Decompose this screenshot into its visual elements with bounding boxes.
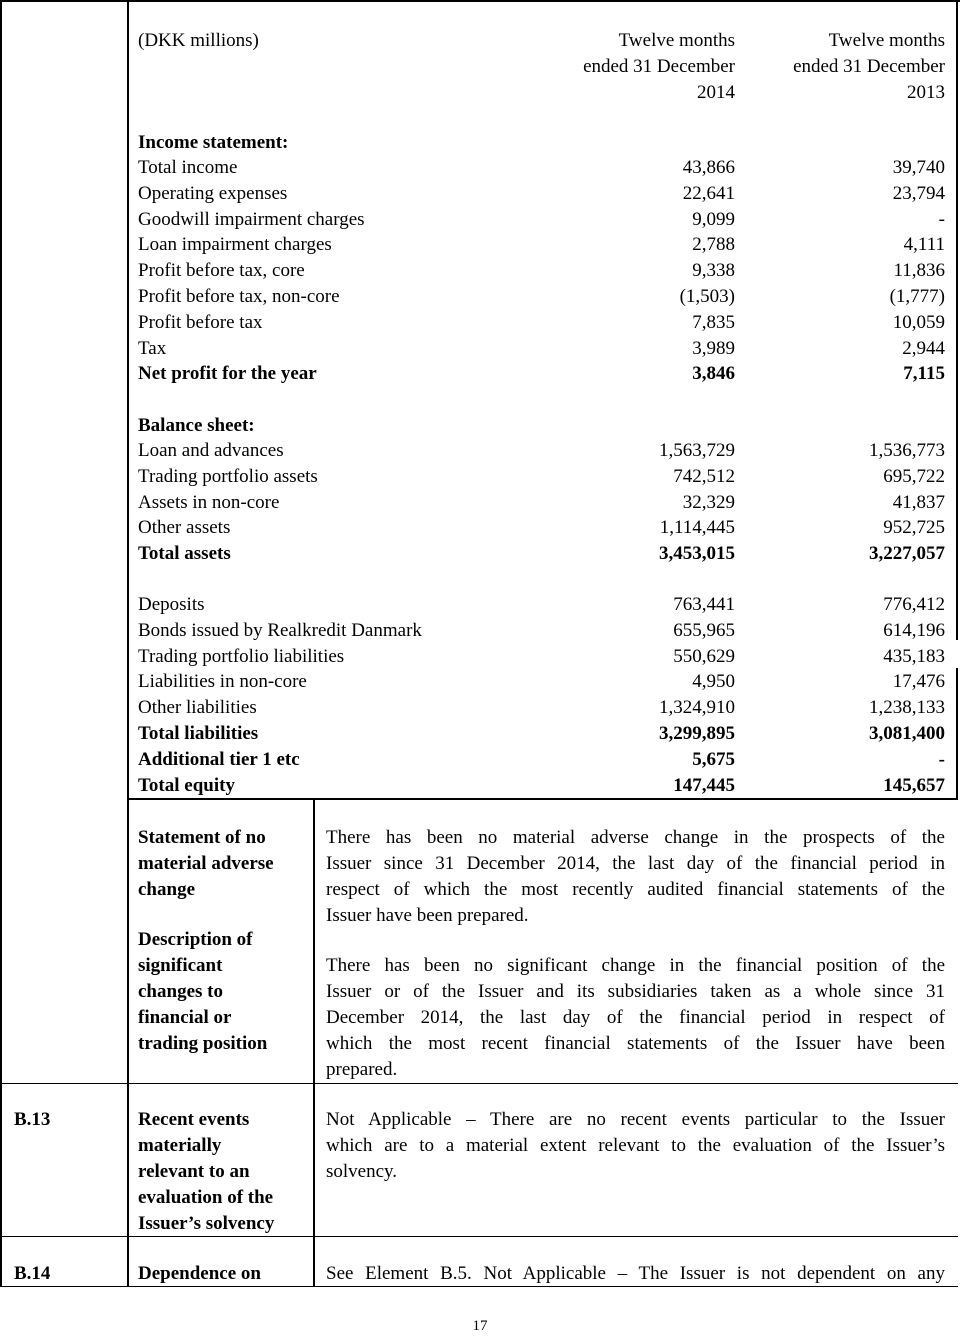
col-2014-header-line2: ended 31 December [583, 56, 735, 77]
value-2013: 11,836 [893, 260, 945, 282]
text-line: Description of [138, 929, 253, 950]
col-2014-header-year: 2014 [697, 82, 735, 103]
value-2014: 9,099 [692, 208, 735, 230]
text-line: material adverse [138, 853, 274, 874]
value-2014: 763,441 [673, 594, 735, 615]
label-column-line [127, 0, 129, 1287]
significant-changes-title [138, 927, 308, 1057]
text-line: trading position [138, 1033, 268, 1054]
value-2014: (1,503) [679, 286, 735, 307]
text-line: financial or [138, 1007, 232, 1028]
col-2013-header-line2: ended 31 December [793, 56, 945, 77]
text-line: evaluation of the [138, 1187, 274, 1208]
text-line: Recent events [138, 1109, 250, 1130]
value-2013: 17,476 [892, 671, 945, 693]
value-2013: 41,837 [892, 491, 945, 513]
value-2014: 32,329 [682, 491, 735, 513]
value-2014: 742,512 [673, 465, 735, 487]
value-2014: 3,453,015 [659, 543, 735, 565]
value-2013: 1,238,133 [869, 697, 945, 719]
text-line: December 2014, the last day of the financial period in respect of [326, 1007, 945, 1028]
row-label: Deposits [138, 594, 205, 615]
row-label: Profit before tax, core [138, 260, 305, 282]
text-line: which the most recent financial statements of the Issuer have been [326, 1033, 945, 1054]
value-2014: 9,338 [692, 260, 735, 282]
value-2013: 7,115 [903, 363, 945, 385]
frame-right-line-upper [956, 0, 958, 640]
row-label: Total assets [138, 543, 231, 565]
row-label: Goodwill impairment charges [138, 208, 365, 230]
no-adverse-change-text [326, 825, 945, 929]
value-2014: 550,629 [673, 645, 735, 667]
text-line: Issuer since 31 December 2014, the last day of the financial period in [326, 853, 945, 874]
value-2013: 3,227,057 [869, 543, 945, 565]
value-2013: - [938, 208, 945, 230]
text-line: relevant to an [138, 1161, 250, 1182]
text-line: Dependence on [138, 1263, 261, 1284]
value-2014: 147,445 [673, 774, 735, 796]
value-2013: 3,081,400 [869, 723, 945, 744]
row-label: Additional tier 1 etc [138, 748, 300, 770]
value-2014: 1,563,729 [659, 440, 735, 461]
frame-right-line-lower [956, 668, 958, 798]
value-2014: 3,299,895 [659, 723, 735, 744]
row-label: Loan and advances [138, 440, 284, 461]
b14-title [138, 1261, 308, 1287]
value-2014: 3,846 [692, 363, 735, 385]
text-line: solvency. [326, 1161, 398, 1182]
income-statement-heading: Income statement: [138, 132, 289, 153]
b13-text [326, 1107, 945, 1185]
value-2013: 4,111 [903, 234, 945, 256]
text-line: Statement of no [138, 827, 266, 848]
text-line: Issuer or of the Issuer and its subsidiaries taken as a whole since 31 [326, 981, 945, 1002]
title-column-line [313, 798, 315, 1287]
text-line: change [138, 879, 195, 900]
row-label: Profit before tax [138, 311, 263, 333]
row-label: Trading portfolio liabilities [138, 645, 345, 667]
text-line: See Element B.5. Not Applicable – The Issuer is not dependent on any [326, 1263, 945, 1284]
row-label: Loan impairment charges [138, 234, 332, 256]
col-2013-header-line1: Twelve months [828, 30, 945, 51]
row-divider-b12-b13 [0, 1083, 958, 1084]
text-line: which are to a material extent relevant to the evaluation of the Issuer’s [326, 1135, 945, 1156]
col-2013-header-year: 2013 [907, 82, 945, 103]
value-2014: 4,950 [692, 671, 735, 693]
value-2013: 614,196 [883, 619, 945, 641]
unit-label: (DKK millions) [138, 30, 259, 51]
row-label: Bonds issued by Realkredit Danmark [138, 619, 422, 641]
text-line: Issuer’s solvency [138, 1213, 275, 1234]
row-label: Total equity [138, 774, 235, 796]
value-2013: 10,059 [892, 311, 945, 333]
text-line: Not Applicable – There are no recent events particular to the Issuer [326, 1109, 945, 1130]
balance-sheet-heading: Balance sheet: [138, 415, 255, 436]
value-2014: 655,965 [673, 619, 735, 641]
value-2014: 5,675 [692, 748, 735, 770]
value-2013: 776,412 [883, 594, 945, 615]
row-label: Other liabilities [138, 697, 257, 719]
text-line: significant [138, 955, 223, 976]
b13-title [138, 1107, 308, 1237]
row-label: Total income [138, 157, 238, 178]
value-2013: 1,536,773 [869, 440, 945, 461]
text-line: There has been no significant change in the financial position of the [326, 955, 945, 976]
row-label: Tax [138, 337, 167, 359]
value-2013: 23,794 [892, 182, 945, 204]
value-2013: (1,777) [889, 286, 945, 307]
text-line: Issuer have been prepared. [326, 905, 529, 926]
row-label: Assets in non-core [138, 491, 280, 513]
value-2013: 145,657 [883, 774, 945, 796]
col-2014-header-line1: Twelve months [618, 30, 735, 51]
value-2014: 1,324,910 [659, 697, 735, 719]
frame-top-line [0, 0, 960, 2]
row-label: Trading portfolio assets [138, 465, 318, 487]
significant-changes-text [326, 953, 945, 1083]
element-code-b13: B.13 [14, 1109, 51, 1130]
b14-text [326, 1261, 945, 1287]
row-label: Liabilities in non-core [138, 671, 307, 693]
text-line: respect of which the most recently audited financial statements of the [326, 879, 945, 900]
no-adverse-change-title [138, 825, 308, 903]
text-line: There has been no material adverse change in the prospects of the [326, 827, 945, 848]
page-number: 17 [472, 1318, 488, 1334]
value-2014: 22,641 [682, 182, 735, 204]
text-line: prepared. [326, 1059, 398, 1080]
row-label: Other assets [138, 517, 231, 539]
value-2014: 7,835 [692, 311, 735, 333]
value-2014: 2,788 [692, 234, 735, 256]
row-label: Net profit for the year [138, 363, 317, 385]
row-label: Profit before tax, non-core [138, 286, 340, 307]
value-2014: 3,989 [692, 337, 735, 359]
text-line: changes to [138, 981, 223, 1002]
value-2013: 435,183 [883, 645, 945, 667]
value-2013: 952,725 [883, 517, 945, 539]
text-line: materially [138, 1135, 222, 1156]
value-2013: - [938, 748, 945, 770]
value-2013: 39,740 [892, 157, 945, 178]
row-label: Operating expenses [138, 182, 288, 204]
value-2013: 695,722 [883, 465, 945, 487]
value-2013: 2,944 [902, 337, 945, 359]
row-label: Total liabilities [138, 723, 259, 744]
frame-left-line [0, 0, 2, 1287]
element-code-b14: B.14 [14, 1263, 51, 1284]
value-2014: 1,114,445 [659, 517, 735, 539]
value-2014: 43,866 [682, 157, 735, 178]
